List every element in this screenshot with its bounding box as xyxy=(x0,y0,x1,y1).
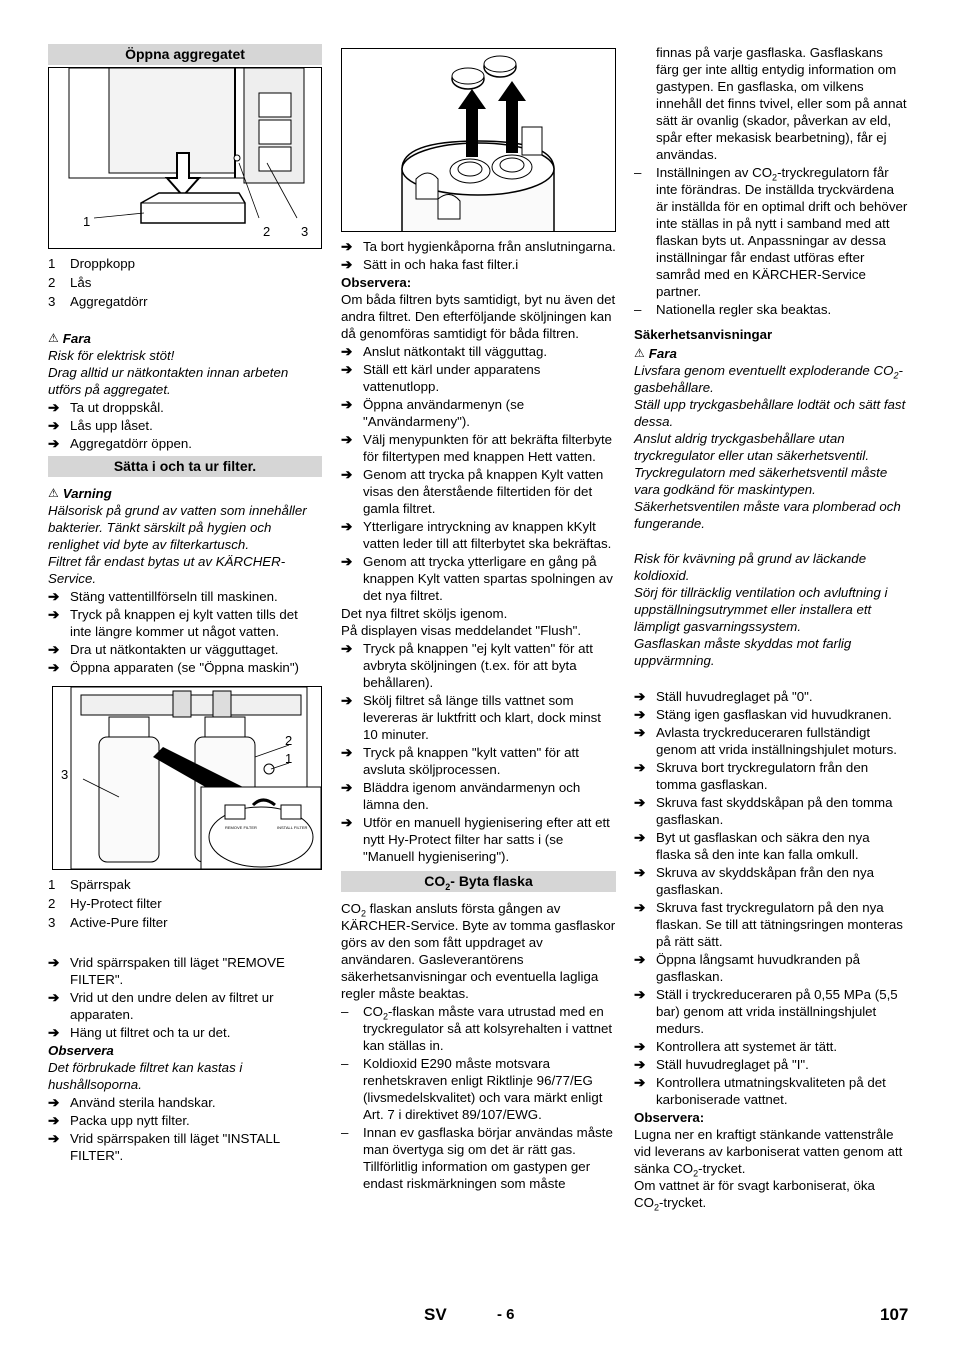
section-header-open-unit: Öppna aggregatet xyxy=(48,44,322,65)
step-item: ➔ Öppna användarmenyn (se "Användarmeny"). xyxy=(341,397,525,429)
callout-2: 2 xyxy=(263,224,271,239)
danger-text: Ställ upp tryckgasbehållare lodtät och sätt fast dessa. xyxy=(634,397,906,429)
callout-1: 1 xyxy=(83,214,91,229)
arrow-right-icon: ➔ xyxy=(634,689,646,704)
step-item: ➔ Ställ i tryckreduceraren på 0,55 MPa (5,5 bar) genom att vrida inställningshjulet medurs. xyxy=(634,987,898,1036)
arrow-right-icon: ➔ xyxy=(634,725,646,740)
danger-text: Drag alltid ur nätkontakten innan arbeten utförs på aggregatet. xyxy=(48,365,289,397)
filter-label-remove: REMOVE FILTER xyxy=(225,825,257,830)
step-item: ➔ Skruva fast skyddskåpan på den tomma gasflaskan. xyxy=(634,795,893,827)
step-item: ➔ Ytterligare intryckning av knappen kKylt vatten leder till att filterbytet ska bekräftas. xyxy=(341,519,612,551)
arrow-right-icon: ➔ xyxy=(48,1113,60,1128)
warning-triangle-icon: ⚠ xyxy=(48,331,59,345)
note-text: Om båda filtren byts samtidigt, byt nu även det andra filtret. Den efterföljande sköljningen kan då genomföras samtidigt för båda filtren. xyxy=(341,292,616,341)
arrow-right-icon: ➔ xyxy=(48,660,60,675)
arrow-right-icon: ➔ xyxy=(341,239,353,254)
steps-open-unit xyxy=(48,399,322,452)
arrow-right-icon: ➔ xyxy=(634,987,646,1002)
step-item: ➔ Stäng vattentillförseln till maskinen. xyxy=(48,589,278,604)
step-item: ➔ Aggregatdörr öppen. xyxy=(48,436,192,451)
paragraph: På displayen visas meddelandet "Flush". xyxy=(341,623,582,638)
arrow-right-icon: ➔ xyxy=(48,1025,60,1040)
arrow-right-icon: ➔ xyxy=(634,795,646,810)
step-item: ➔ Kontrollera att systemet är tätt. xyxy=(634,1039,838,1054)
section-header-co2: $CO_2-$ Byta flaska xyxy=(341,871,616,892)
section-header-filter: Sätta i och ta ur filter. xyxy=(48,456,322,477)
step-item: ➔ Öppna långsamt huvudkranden på gasflaskan. xyxy=(634,952,861,984)
arrow-right-icon: ➔ xyxy=(341,693,353,708)
figure-open-unit xyxy=(48,67,322,249)
step-item: ➔ Ta ut droppskål. xyxy=(48,400,164,415)
figure-hygiene-caps xyxy=(341,48,616,232)
legend-item: 3 Active-Pure filter xyxy=(48,915,168,930)
warning-heading: ⚠ Varning xyxy=(48,486,112,501)
step-item: ➔ Vrid ut den undre delen av filtret ur apparaten. xyxy=(48,990,274,1022)
legend-item: 2 Lås xyxy=(48,275,92,290)
arrow-right-icon: ➔ xyxy=(48,955,60,970)
arrow-right-icon: ➔ xyxy=(634,760,646,775)
steps-remove-filter xyxy=(48,954,322,1041)
arrow-right-icon: ➔ xyxy=(341,815,353,830)
dash-continuation: finnas på varje gasflaska. Gasflaskans färg ger inte alltig entydig information om gastypen. En gasflaska, om vilkens innehåll det finns tvivel, eller som på annat sätt är ovanlig (skador, påverkan av eld, spår efter mekasisk bearbetning), får ej användas. xyxy=(656,45,907,162)
step-item: ➔ Bläddra igenom användarmenyn och lämna den. xyxy=(341,780,581,812)
arrow-right-icon: ➔ xyxy=(341,362,353,377)
arrow-right-icon: ➔ xyxy=(341,780,353,795)
note-text: Lugna ner en kraftigt stänkande vattenstråle vid leverans av karboniserat vatten genom att sänka $CO_2$-trycket. xyxy=(634,1127,903,1179)
arrow-right-icon: ➔ xyxy=(634,830,646,845)
legend-item: 1 Droppkopp xyxy=(48,256,136,271)
callout-3: 3 xyxy=(301,224,309,239)
arrow-right-icon: ➔ xyxy=(48,589,60,604)
danger-text: Anslut aldrig tryckgasbehållare utan tryckregulator eller utan säkerhetsventil. xyxy=(634,431,870,463)
step-item: ➔ Utför en manuell hygienisering efter att ett nytt Hy-Protect filter har satts i (se "Manuell hygienisering"). xyxy=(341,815,610,864)
legend-item: 3 Aggregatdörr xyxy=(48,294,148,309)
step-item: ➔ Tryck på knappen ej kylt vatten tills det inte längre kommer ut något vatten. xyxy=(48,607,298,639)
dash-item: – $CO_2$-flaskan måste vara utrustad med en tryckregulator så att kolsyrehalten i vattnet kan ställas in. xyxy=(341,1004,613,1053)
footer-section-page: - 6 xyxy=(497,1306,515,1323)
legend-item: 1 Spärrspak xyxy=(48,877,131,892)
legend-filters xyxy=(48,876,322,931)
step-item: ➔ Skruva fast tryckregulatorn på den nya flaskan. Se till att tätningsringen monteras på rätt sätt. xyxy=(634,900,903,949)
callout-1: 1 xyxy=(285,751,293,766)
step-item: ➔ Tryck på knappen "kylt vatten" för att avsluta sköljprocessen. xyxy=(341,745,579,777)
step-item: ➔ Genom att trycka på knappen Kylt vatten visas den återstående filtertiden för det gamla filtret. xyxy=(341,467,604,516)
danger-heading: ⚠ Fara xyxy=(634,346,677,361)
warning-triangle-icon: ⚠ xyxy=(634,346,645,360)
note-label: Observera: xyxy=(341,275,412,290)
danger-text: Tryckregulatorn med säkerhetsventil måste vara godkänd för maskintypen. xyxy=(634,465,888,497)
arrow-right-icon: ➔ xyxy=(634,952,646,967)
step-item: ➔ Ställ huvudreglaget på "I". xyxy=(634,1057,809,1072)
note-label: Observera xyxy=(48,1043,114,1058)
danger-text: Risk för elektrisk stöt! xyxy=(48,348,175,363)
steps-filter-prep xyxy=(48,588,322,676)
arrow-right-icon: ➔ xyxy=(48,1095,60,1110)
arrow-right-icon: ➔ xyxy=(634,1057,646,1072)
note-text: Om vattnet är för svagt karboniserat, öka $CO_2$-trycket. xyxy=(634,1178,875,1213)
column-3 xyxy=(634,44,908,1211)
step-item: ➔ Öppna apparaten (se "Öppna maskin") xyxy=(48,660,299,675)
steps-new-filter xyxy=(48,1094,322,1164)
step-item: ➔ Vrid spärrspaken till läget "REMOVE FILTER". xyxy=(48,955,285,987)
step-item: ➔ Packa upp nytt filter. xyxy=(48,1113,190,1128)
danger-text: Säkerhetsventilen måste vara plomberad och fungerande. xyxy=(634,499,901,531)
dash-item: – Nationella regler ska beaktas. xyxy=(634,302,832,317)
legend-open-unit xyxy=(48,255,322,310)
steps-flush xyxy=(341,640,616,865)
illustration-open-unit xyxy=(49,68,321,248)
dash-item: – Koldioxid E290 måste motsvara renhetskraven enligt Riktlinje 96/77/EG (livsmedelskvalitet) och vara märkt enligt Art. 7 i direktivet 89/107/EWG. xyxy=(341,1056,603,1122)
step-item: ➔ Häng ut filtret och ta ur det. xyxy=(48,1025,231,1040)
column-2 xyxy=(341,48,616,1193)
step-item: ➔ Ställ huvudreglaget på "0". xyxy=(634,689,813,704)
step-item: ➔ Kontrollera utmatningskvaliteten på det karboniserade vattnet. xyxy=(634,1075,886,1107)
note-text: Det förbrukade filtret kan kastas i hushållsoporna. xyxy=(48,1060,243,1092)
danger-text: Risk för kvävning på grund av läckande koldioxid. xyxy=(634,551,867,583)
arrow-right-icon: ➔ xyxy=(341,432,353,447)
step-item: ➔ Sätt in och haka fast filter.i xyxy=(341,257,519,272)
illustration-hygiene-caps xyxy=(342,49,615,231)
danger-text: Gasflaskan måste skyddas mot farlig uppvärmning. xyxy=(634,636,852,668)
arrow-right-icon: ➔ xyxy=(48,642,60,657)
step-item: ➔ Välj menypunkten för att bekräfta filterbyte för filtertypen med knappen Hett vatten. xyxy=(341,432,613,464)
step-item: ➔ Ta bort hygienkåporna från anslutningarna. xyxy=(341,239,616,254)
dash-item: – Inställningen av $CO_2$-tryckregulatorn får inte förändras. De inställda tryckvärdena är inställda för en optimal drift och behöver inte ställas in på nytt i samband med att flaskan byts ut. Anpassningar av dessa inställningar får endast utföras efter samråd med en KÄRCHER-Service partner. xyxy=(634,165,908,299)
danger-text: Sörj för tillräcklig ventilation och avluftning i uppställningsutrymmet eller installera ett lämpligt gasvarningssystem. xyxy=(634,585,888,634)
step-item: ➔ Avlasta tryckreduceraren fullständigt genom att vrida inställningshjulet moturs. xyxy=(634,725,897,757)
arrow-right-icon: ➔ xyxy=(341,257,353,272)
arrow-right-icon: ➔ xyxy=(341,554,353,569)
footer-page-number: 107 xyxy=(880,1305,909,1324)
arrow-right-icon: ➔ xyxy=(48,418,60,433)
arrow-right-icon: ➔ xyxy=(341,519,353,534)
danger-text: Livsfara genom eventuellt exploderande $CO_2$-gasbehållare. xyxy=(634,363,903,395)
step-item: ➔ Ställ ett kärl under apparatens vattenutlopp. xyxy=(341,362,541,394)
safety-heading: Säkerhetsanvisningar xyxy=(634,327,773,342)
step-item: ➔ Vrid spärrspaken till läget "INSTALL FILTER". xyxy=(48,1131,280,1163)
figure-filters xyxy=(52,686,322,870)
step-item: ➔ Skölj filtret så länge tills vattnet som levereras är luktfritt och klart, dock minst 10 minuter. xyxy=(341,693,601,742)
arrow-right-icon: ➔ xyxy=(634,900,646,915)
danger-heading: ⚠ Fara xyxy=(48,331,91,346)
dash-item: – Innan ev gasflaska börjar användas måste man övertyga sig om det är rätt gas. Tillförlitlig information om gastypen ger endast riskmärkningen som måste xyxy=(341,1125,613,1191)
steps-change-bottle xyxy=(634,688,908,1108)
arrow-right-icon: ➔ xyxy=(48,607,60,622)
step-item: ➔ Genom att trycka ytterligare en gång på knappen Kylt vatten spartas spolningen av det nya filtret. xyxy=(341,554,613,603)
step-item: ➔ Byt ut gasflaskan och säkra den nya flaska så den inte kan falla omkull. xyxy=(634,830,870,862)
arrow-right-icon: ➔ xyxy=(634,1075,646,1090)
arrow-right-icon: ➔ xyxy=(341,467,353,482)
arrow-right-icon: ➔ xyxy=(48,1131,60,1146)
arrow-right-icon: ➔ xyxy=(341,745,353,760)
arrow-right-icon: ➔ xyxy=(341,641,353,656)
step-item: ➔ Anslut nätkontakt till vägguttag. xyxy=(341,344,548,359)
arrow-right-icon: ➔ xyxy=(48,436,60,451)
step-item: ➔ Skruva bort tryckregulatorn från den tomma gasflaskan. xyxy=(634,760,869,792)
arrow-right-icon: ➔ xyxy=(634,707,646,722)
step-item: ➔ Stäng igen gasflaskan vid huvudkranen. xyxy=(634,707,892,722)
callout-2: 2 xyxy=(285,733,293,748)
step-item: ➔ Tryck på knappen "ej kylt vatten" för att avbryta sköljningen (t.ex. för att byta behållaren). xyxy=(341,641,593,690)
callout-3: 3 xyxy=(61,767,69,782)
step-item: ➔ Lås upp låset. xyxy=(48,418,153,433)
arrow-right-icon: ➔ xyxy=(634,865,646,880)
steps-confirm-filter xyxy=(341,343,616,604)
warning-text: Hälsorisk på grund av vatten som innehåller bakterier. Tänkt särskilt på hygien och renlighet vid byte av filterkartusch. xyxy=(48,503,307,552)
column-1 xyxy=(48,44,322,1165)
co2-intro: $CO_2$ flaskan ansluts första gången av KÄRCHER-Service. Byte av tomma gasflaskor görs av den som fått uppdraget av användaren. Gasleverantörens säkerhetsanvisningar och eventuella lagliga regler måste beaktas. xyxy=(341,901,616,1001)
arrow-right-icon: ➔ xyxy=(48,400,60,415)
footer-language: SV xyxy=(424,1305,447,1324)
illustration-filters xyxy=(53,687,323,869)
arrow-right-icon: ➔ xyxy=(48,990,60,1005)
arrow-right-icon: ➔ xyxy=(634,1039,646,1054)
warning-triangle-icon: ⚠ xyxy=(48,486,59,500)
warning-text: Filtret får endast bytas ut av KÄRCHER-Service. xyxy=(48,554,286,586)
step-item: ➔ Skruva av skyddskåpan från den nya gasflaskan. xyxy=(634,865,875,897)
steps-insert-filter xyxy=(341,238,616,273)
step-item: ➔ Använd sterila handskar. xyxy=(48,1095,216,1110)
arrow-right-icon: ➔ xyxy=(341,344,353,359)
note-label: Observera: xyxy=(634,1110,705,1125)
arrow-right-icon: ➔ xyxy=(341,397,353,412)
step-item: ➔ Dra ut nätkontakten ur vägguttaget. xyxy=(48,642,279,657)
paragraph: Det nya filtret sköljs igenom. xyxy=(341,606,508,621)
filter-label-install: INSTALL FILTER xyxy=(277,825,308,830)
legend-item: 2 Hy-Protect filter xyxy=(48,896,162,911)
